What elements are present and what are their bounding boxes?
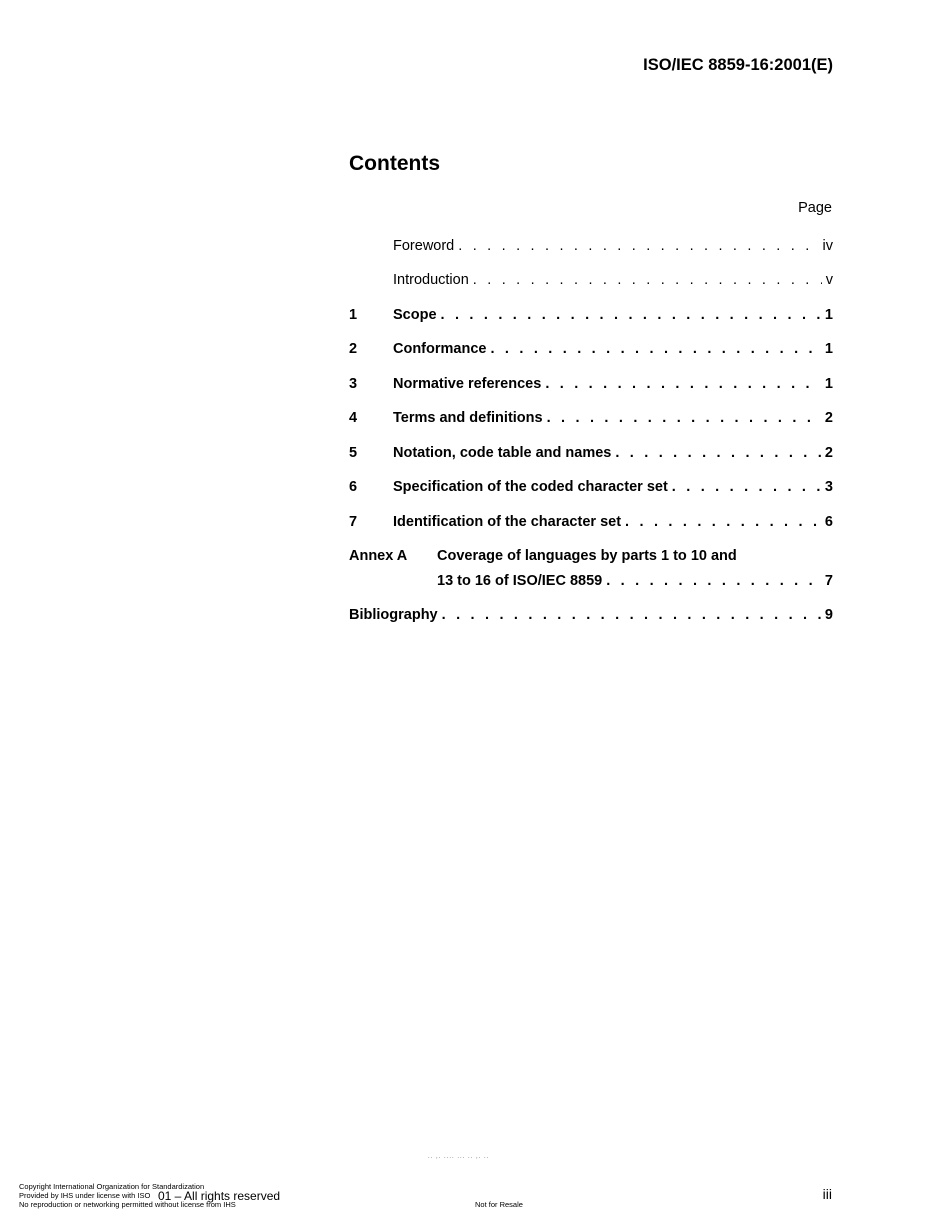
dot-leader [545, 376, 821, 392]
toc-entry-specification[interactable] [349, 479, 833, 499]
toc-entry-page: v [825, 272, 833, 288]
dot-leader [547, 410, 821, 426]
toc-entry-bibliography[interactable] [349, 607, 833, 627]
dot-leader [606, 573, 821, 589]
dot-leader [615, 445, 821, 461]
toc-entry-title: Notation, code table and names [393, 445, 612, 461]
toc-entry-title: Scope [393, 307, 437, 323]
dot-leader [625, 514, 821, 530]
dot-leader [458, 238, 818, 254]
scan-artifact: .. ,. .... ... .. ,. .. [428, 1154, 490, 1160]
contents-title: Contents [349, 152, 440, 175]
toc-entry-conformance[interactable] [349, 341, 833, 361]
copyright-line: Copyright International Organization for Standardization [19, 1182, 205, 1191]
dot-leader [490, 341, 820, 357]
toc-entry-number: 5 [349, 445, 358, 461]
toc-entry-page: 7 [824, 573, 833, 589]
toc-entry-title: Identification of the character set [393, 514, 622, 530]
toc-entry-title: Introduction [393, 272, 469, 288]
standard-id: ISO/IEC 8859-16:2001(E) [643, 56, 833, 74]
annex-label: Annex A [349, 548, 408, 564]
page-column-label: Page [798, 200, 832, 216]
toc-entry-page: 2 [824, 410, 833, 426]
toc-entry-page: 1 [824, 307, 833, 323]
toc-entry-page: 9 [824, 607, 833, 623]
toc-entry-page: 1 [824, 376, 833, 392]
copyright-line: No reproduction or networking permitted without license from IHS [19, 1200, 236, 1209]
toc-entry-number: 7 [349, 514, 358, 530]
footer-rights: 01 – All rights reserved [158, 1189, 281, 1203]
dot-leader [473, 272, 822, 288]
copyright-line: Provided by IHS under license with ISO [19, 1191, 151, 1200]
toc-entry-title: Specification of the coded character set [393, 479, 668, 495]
toc-entry-number: 4 [349, 410, 358, 426]
toc-entry-identification[interactable] [349, 514, 833, 534]
toc-entry-page: iv [822, 238, 833, 254]
dot-leader [441, 307, 821, 323]
toc-entry-notation[interactable] [349, 445, 833, 465]
toc-entry-title: Conformance [393, 341, 487, 357]
toc-entry-page: 6 [824, 514, 833, 530]
toc-entry-number: 1 [349, 307, 358, 323]
toc-entry-number: 2 [349, 341, 358, 357]
toc-entry-title: Bibliography [349, 607, 438, 623]
toc-entry-title: Normative references [393, 376, 542, 392]
toc-entry-title: Terms and definitions [393, 410, 543, 426]
toc-entry-introduction[interactable] [349, 272, 833, 292]
toc-entry-number: 6 [349, 479, 358, 495]
toc-entry-page: 2 [824, 445, 833, 461]
toc-entry-normative-references[interactable] [349, 376, 833, 396]
toc-entry-number: 3 [349, 376, 358, 392]
toc-entry-page: 1 [824, 341, 833, 357]
footer-page-number: iii [822, 1186, 832, 1202]
dot-leader [672, 479, 821, 495]
toc-entry-title: Foreword [393, 238, 455, 254]
footer-resale-notice: Not for Resale [475, 1200, 523, 1209]
dot-leader [442, 607, 821, 623]
toc-entry-foreword[interactable] [349, 238, 833, 258]
toc-entry-annex-a[interactable] [349, 548, 833, 592]
annex-title-line1: Coverage of languages by parts 1 to 10 and [437, 548, 737, 564]
toc-entry-terms-and-definitions[interactable] [349, 410, 833, 430]
annex-title-line2: 13 to 16 of ISO/IEC 8859 [437, 573, 603, 589]
toc-entry-page: 3 [824, 479, 833, 495]
toc-entry-scope[interactable] [349, 307, 833, 327]
